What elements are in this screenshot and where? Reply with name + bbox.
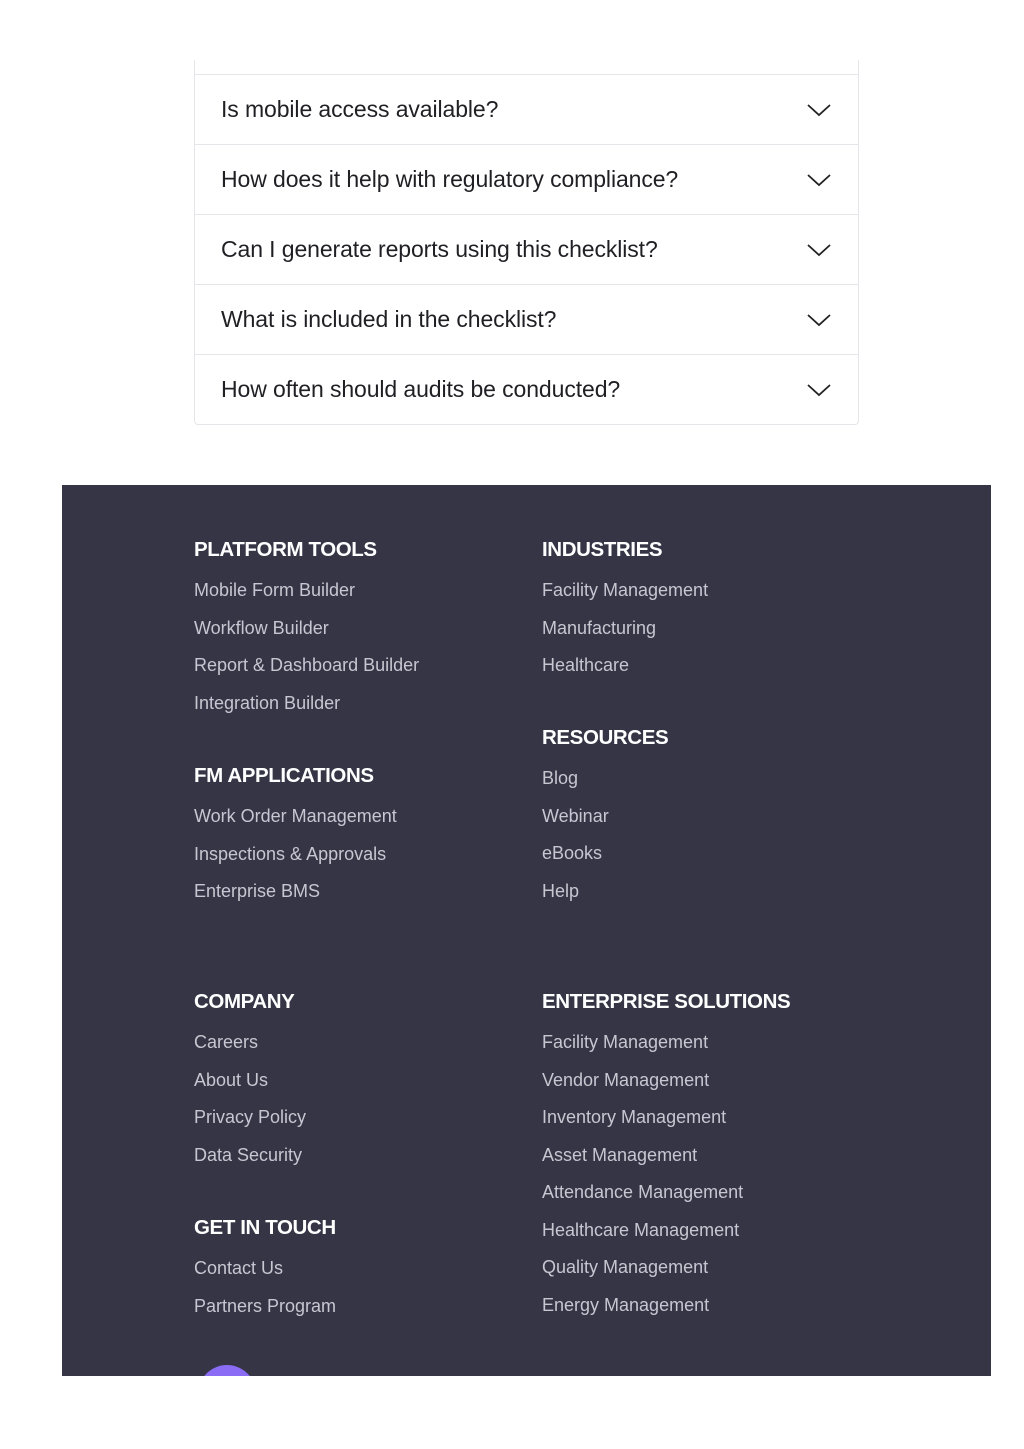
link-privacy-policy[interactable]: Privacy Policy <box>194 1107 307 1127</box>
faq-question: What is included in the checklist? <box>221 306 557 332</box>
faq-question: How often should audits be conducted? <box>221 376 621 402</box>
faq-question: Can I generate reports using this checklist? <box>221 236 658 262</box>
link-es-vendor-management[interactable]: Vendor Management <box>542 1069 710 1090</box>
footer-column-left-top <box>194 538 419 730</box>
get-in-touch-group <box>194 1216 336 1316</box>
chevron-down-icon[interactable] <box>806 102 832 118</box>
faq-item-checklist-contents[interactable] <box>195 284 858 354</box>
platform-tools-heading: PLATFORM TOOLS <box>194 538 377 561</box>
footer-column-right-enterprise <box>542 990 790 1332</box>
link-contact-us[interactable]: Contact Us <box>194 1258 284 1278</box>
faq-question: Is mobile access available? <box>221 96 499 122</box>
link-help[interactable]: Help <box>542 880 580 901</box>
link-es-energy-management[interactable]: Energy Management <box>542 1294 710 1315</box>
footer-column-left-company <box>194 990 306 1182</box>
enterprise-solutions-heading: ENTERPRISE SOLUTIONS <box>542 990 791 1013</box>
faq-question: How does it help with regulatory compliance? <box>221 166 679 192</box>
industries-heading: INDUSTRIES <box>542 538 663 561</box>
link-industry-facility-management[interactable]: Facility Management <box>542 580 709 600</box>
chevron-down-icon[interactable] <box>806 172 832 188</box>
link-about-us[interactable]: About Us <box>194 1069 269 1090</box>
link-es-attendance-management[interactable]: Attendance Management <box>542 1182 744 1202</box>
link-ebooks[interactable]: eBooks <box>542 843 603 863</box>
faq-item-generate-reports[interactable] <box>195 214 858 284</box>
fm-applications-heading: FM APPLICATIONS <box>194 764 374 787</box>
link-es-quality-management[interactable]: Quality Management <box>542 1257 709 1277</box>
faq-item-audit-frequency[interactable] <box>195 354 858 424</box>
link-work-order-management[interactable]: Work Order Management <box>194 806 397 826</box>
company-heading: COMPANY <box>194 990 295 1013</box>
link-workflow-builder[interactable]: Workflow Builder <box>194 617 329 638</box>
faq-item-regulatory-compliance[interactable] <box>195 144 858 214</box>
faq-accordion <box>194 60 859 425</box>
link-inspections-approvals[interactable]: Inspections & Approvals <box>194 843 387 864</box>
footer-column-right-top <box>542 538 708 693</box>
link-integration-builder[interactable]: Integration Builder <box>194 692 341 713</box>
site-footer <box>62 485 991 1376</box>
link-es-facility-management[interactable]: Facility Management <box>542 1032 709 1052</box>
chevron-down-icon[interactable] <box>806 312 832 328</box>
chevron-down-icon[interactable] <box>806 242 832 258</box>
link-blog[interactable]: Blog <box>542 768 579 788</box>
link-enterprise-bms[interactable]: Enterprise BMS <box>194 881 321 901</box>
link-industry-healthcare[interactable]: Healthcare <box>542 655 630 675</box>
link-es-healthcare-management[interactable]: Healthcare Management <box>542 1219 740 1240</box>
link-data-security[interactable]: Data Security <box>194 1144 303 1165</box>
industries-group <box>542 538 708 675</box>
resources-heading: RESOURCES <box>542 726 669 749</box>
footer-column-left-contact <box>194 1216 336 1333</box>
link-es-asset-management[interactable]: Asset Management <box>542 1144 698 1165</box>
link-industry-manufacturing[interactable]: Manufacturing <box>542 617 657 638</box>
link-mobile-form-builder[interactable]: Mobile Form Builder <box>194 580 356 600</box>
platform-tools-group <box>194 538 419 713</box>
brand-logo-icon[interactable] <box>198 1365 256 1376</box>
link-partners-program[interactable]: Partners Program <box>194 1295 337 1316</box>
link-careers[interactable]: Careers <box>194 1032 259 1052</box>
resources-group <box>542 726 668 901</box>
footer-column-right-resources <box>542 726 668 918</box>
company-group <box>194 990 306 1165</box>
chevron-down-icon[interactable] <box>806 382 832 398</box>
link-report-dashboard-builder[interactable]: Report & Dashboard Builder <box>194 655 420 675</box>
get-in-touch-heading: GET IN TOUCH <box>194 1216 336 1239</box>
link-webinar[interactable]: Webinar <box>542 805 609 826</box>
enterprise-solutions-group <box>542 990 790 1315</box>
faq-item-mobile-access[interactable] <box>195 74 858 144</box>
fm-applications-group <box>194 764 397 901</box>
link-es-inventory-management[interactable]: Inventory Management <box>542 1107 727 1127</box>
footer-column-left-fm <box>194 764 397 919</box>
